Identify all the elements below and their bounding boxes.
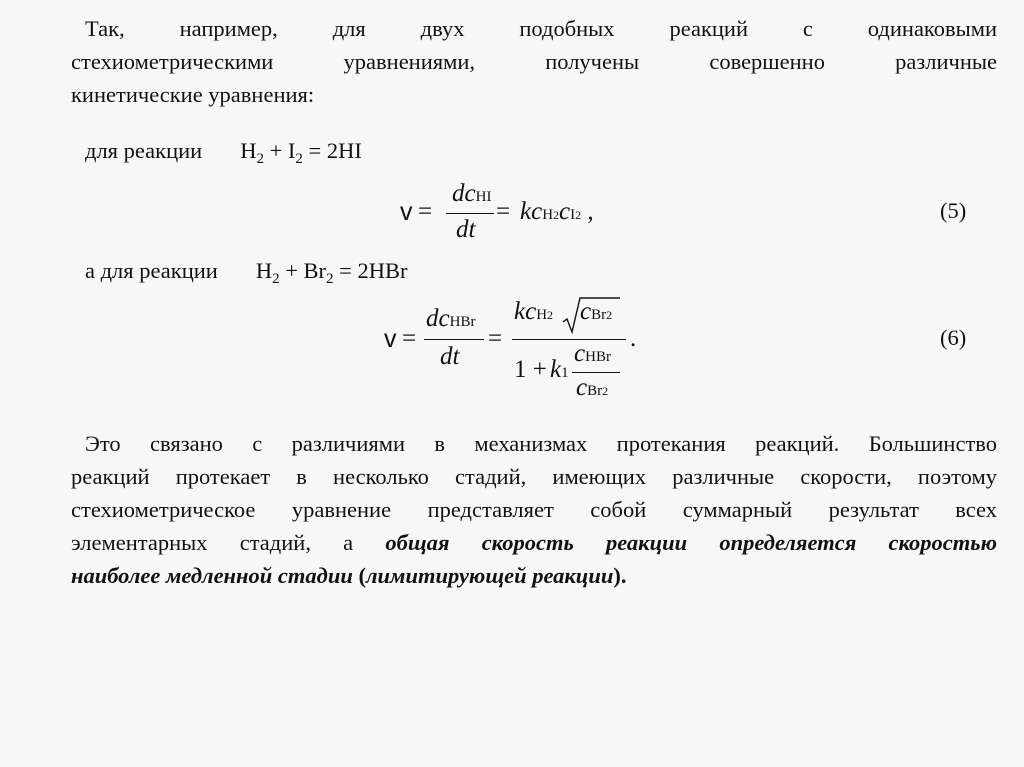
- eq6-root-content: [580, 298, 612, 326]
- eq6-inner-den-c: c: [576, 374, 588, 401]
- intro-paragraph: [71, 12, 997, 111]
- eq6-root-c: c: [580, 298, 592, 325]
- eq6-inner-den-sub-br: Br: [587, 383, 603, 399]
- eq5-rhs-sub-h: H: [542, 207, 554, 223]
- reaction-2-line: [85, 258, 407, 288]
- eq5-denominator: dt: [456, 216, 476, 243]
- eq5-equals: =: [418, 198, 433, 225]
- conclusion-line-1: Это связано с различиями в механизмах протекания реакций. Большинство: [85, 431, 997, 456]
- reaction-1-i-sub: 2: [295, 151, 303, 167]
- eq6-bottom-k: k: [550, 356, 562, 383]
- eq5-fraction-bar: [446, 213, 494, 214]
- eq6-inner-den-sub-2: 2: [602, 384, 609, 398]
- eq5-tail: ,: [581, 198, 594, 225]
- eq6-inner-num-c: c: [574, 340, 586, 367]
- intro-line-3: кинетические уравнения:: [71, 82, 315, 107]
- eq6-inner-denominator: [576, 374, 608, 402]
- eq6-num-dc: dc: [426, 305, 450, 332]
- reaction-1-label: для реакции: [85, 138, 203, 163]
- intro-line-2: стехиометрическими уравнениями, получены совершенно различные: [71, 49, 997, 74]
- conclusion-line-3: стехиометрическое уравнение представляет собой суммарный результат всех: [71, 497, 997, 522]
- reaction-1-plus-i: + I: [263, 138, 296, 163]
- eq5-equals-2: =: [496, 198, 511, 225]
- eq6-top-k: kc: [514, 298, 537, 325]
- eq5-number: (5): [940, 198, 967, 223]
- eq6-bottom-k-sub: 1: [561, 365, 569, 381]
- reaction-2-formula: [255, 258, 408, 287]
- eq6-bottom-one: 1 +: [514, 356, 547, 383]
- eq5-num-sub: HI: [475, 189, 492, 205]
- eq6-top-kc: [514, 298, 553, 326]
- conclusion-emphasis-1: общая скорость реакции определяется скоростью: [385, 530, 997, 555]
- reaction-2-label: а для реакции: [85, 258, 218, 283]
- conclusion-paragraph: [71, 427, 997, 592]
- eq6-denominator: dt: [440, 343, 460, 370]
- eq6-bottom-k1: [550, 356, 569, 384]
- reaction-1-h-sub: 2: [256, 151, 264, 167]
- reaction-1-h: H: [240, 138, 257, 163]
- intro-line-1: Так, например, для двух подобных реакций с одинаковыми: [85, 16, 997, 41]
- conclusion-emphasis-3: лимитирующей реакции: [365, 563, 614, 588]
- reaction-2-h: H: [255, 258, 273, 283]
- eq6-inner-num-sub: HBr: [585, 349, 611, 365]
- eq6-root-sub-2: 2: [606, 308, 613, 322]
- eq6-numerator: [426, 305, 475, 333]
- eq6-v: v: [384, 325, 397, 353]
- reaction-2-br-sub: 2: [326, 271, 334, 287]
- reaction-1-line: [85, 138, 362, 168]
- eq6-tail: .: [630, 325, 637, 352]
- eq5-rhs-c: c: [559, 198, 571, 225]
- reaction-1-formula: [240, 138, 362, 167]
- reaction-2-product: = 2HBr: [333, 258, 408, 283]
- reaction-2-h-sub: 2: [272, 271, 280, 287]
- eq5-numerator: [452, 180, 491, 208]
- conclusion-line-4: [71, 526, 997, 559]
- eq5-num-dc: dc: [452, 180, 476, 207]
- conclusion-paren-open: (: [352, 563, 366, 588]
- eq6-top-sub-2: 2: [547, 308, 554, 322]
- eq5-rhs-sub-h2: 2: [553, 208, 560, 222]
- eq5-rhs: [520, 198, 594, 226]
- eq6-equals-2: =: [488, 325, 503, 352]
- conclusion-line-2: реакций протекает в несколько стадий, имеющих различные скорости, поэтому: [71, 464, 997, 489]
- eq6-root-sub-br: Br: [591, 307, 607, 323]
- eq6-equals-1: =: [402, 325, 417, 352]
- conclusion-emphasis-2: наиболее медленной стадии: [71, 563, 353, 588]
- reaction-2-plus-br: + Br: [279, 258, 327, 283]
- eq6-top-sub-h: H: [536, 307, 548, 323]
- eq6-num-sub: HBr: [449, 314, 476, 330]
- eq5-rhs-kc: kc: [520, 198, 543, 225]
- conclusion-paren-close: ).: [613, 563, 627, 588]
- conclusion-line-4-plain: элементарных стадий, а: [71, 530, 386, 555]
- conclusion-line-5: [71, 559, 997, 592]
- reaction-1-product: = 2HI: [302, 138, 362, 163]
- eq5-rhs-sub-i2: 2: [575, 208, 582, 222]
- eq5-rhs-sub-i: I: [570, 207, 576, 223]
- eq6-inner-numerator: [574, 340, 611, 368]
- eq6-number: (6): [940, 325, 967, 350]
- eq5-v: v: [400, 198, 413, 226]
- eq6-fraction-bar-1: [424, 339, 484, 340]
